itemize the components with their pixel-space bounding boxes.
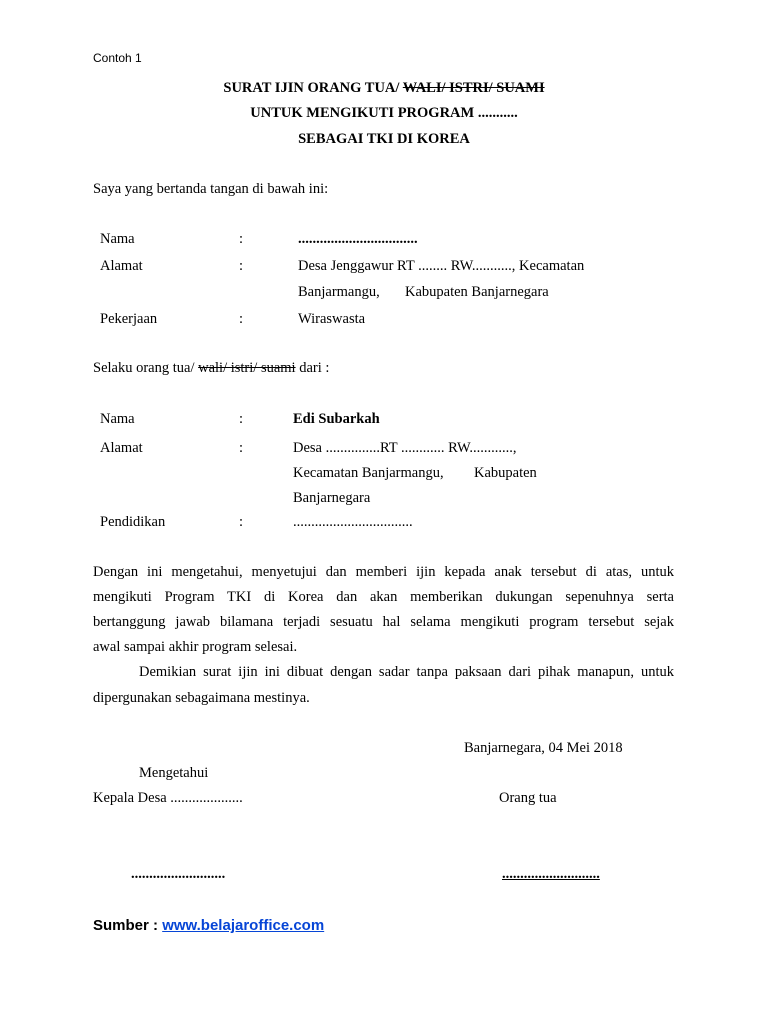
child-nama-label: Nama <box>100 411 135 427</box>
source-link[interactable]: www.belajaroffice.com <box>162 917 325 934</box>
body-paragraph-1-line: mengikuti Program TKI di Korea dan akan memberikan dukungan sepenuhnya serta <box>93 589 674 605</box>
struck-title-text: WALI/ ISTRI/ SUAMI <box>402 80 545 96</box>
relation-text: Selaku orang tua/ wali/ istri/ suami dari : <box>93 360 330 376</box>
signer-pekerjaan-label: Pekerjaan <box>100 311 158 327</box>
colon: : <box>239 440 244 456</box>
body-paragraph-2-line: dipergunakan sebagaimana mestinya. <box>93 690 310 706</box>
intro-text: Saya yang bertanda tangan di bawah ini: <box>93 181 329 197</box>
child-nama-value: Edi Subarkah <box>293 411 380 427</box>
example-label: Contoh 1 <box>93 51 142 65</box>
signer-alamat-line1: Desa Jenggawur RT ........ RW..........., Kecamatan <box>298 258 585 274</box>
orang-tua-label: Orang tua <box>499 790 557 806</box>
kepala-desa-label: Kepala Desa .................... <box>93 790 243 806</box>
struck-relation-text: wali/ istri/ suami <box>198 360 296 376</box>
child-alamat-line3: Banjarnegara <box>293 490 371 506</box>
signer-alamat-label: Alamat <box>100 258 143 274</box>
letter-title-line3: SEBAGAI TKI DI KOREA <box>298 131 470 147</box>
colon: : <box>239 231 244 247</box>
signer-nama-label: Nama <box>100 231 135 247</box>
source-label: Sumber : <box>93 917 163 934</box>
child-alamat-label: Alamat <box>100 440 143 456</box>
colon: : <box>239 258 244 274</box>
body-paragraph-1-line: Dengan ini mengetahui, menyetujui dan memberi ijin kepada anak tersebut di atas, untuk <box>93 564 674 580</box>
mengetahui-label: Mengetahui <box>139 765 209 781</box>
child-pendidikan-label: Pendidikan <box>100 514 166 530</box>
signature-line-left: .......................... <box>131 866 226 882</box>
colon: : <box>239 411 244 427</box>
signer-nama-value: ................................. <box>298 231 418 247</box>
child-pendidikan-value: ................................. <box>293 514 413 530</box>
body-paragraph-2-line: Demikian surat ijin ini dibuat dengan sadar tanpa paksaan dari pihak manapun, untuk <box>139 664 674 680</box>
letter-title-line2: UNTUK MENGIKUTI PROGRAM ........... <box>250 105 518 121</box>
child-alamat-line2b: Kabupaten <box>474 465 537 481</box>
child-alamat-line2a: Kecamatan Banjarmangu, <box>293 465 444 481</box>
place-date: Banjarnegara, 04 Mei 2018 <box>464 740 623 756</box>
body-paragraph-1-line: awal sampai akhir program selesai. <box>93 639 298 655</box>
signer-pekerjaan-value: Wiraswasta <box>298 311 366 327</box>
signer-alamat-line2b: Kabupaten Banjarnegara <box>405 284 549 300</box>
colon: : <box>239 311 244 327</box>
signer-alamat-line2a: Banjarmangu, <box>298 284 380 300</box>
body-paragraph-1-line: bertanggung jawab bilamana terjadi sesuatu hal selama mengikuti program tersebut sejak <box>93 614 674 630</box>
source-line <box>93 917 324 934</box>
letter-title-line1: SURAT IJIN ORANG TUA/ WALI/ ISTRI/ SUAMI <box>223 80 545 96</box>
child-alamat-line1: Desa ...............RT ............ RW............, <box>293 440 517 456</box>
colon: : <box>239 514 244 530</box>
signature-line-right: ........................... <box>502 866 600 882</box>
